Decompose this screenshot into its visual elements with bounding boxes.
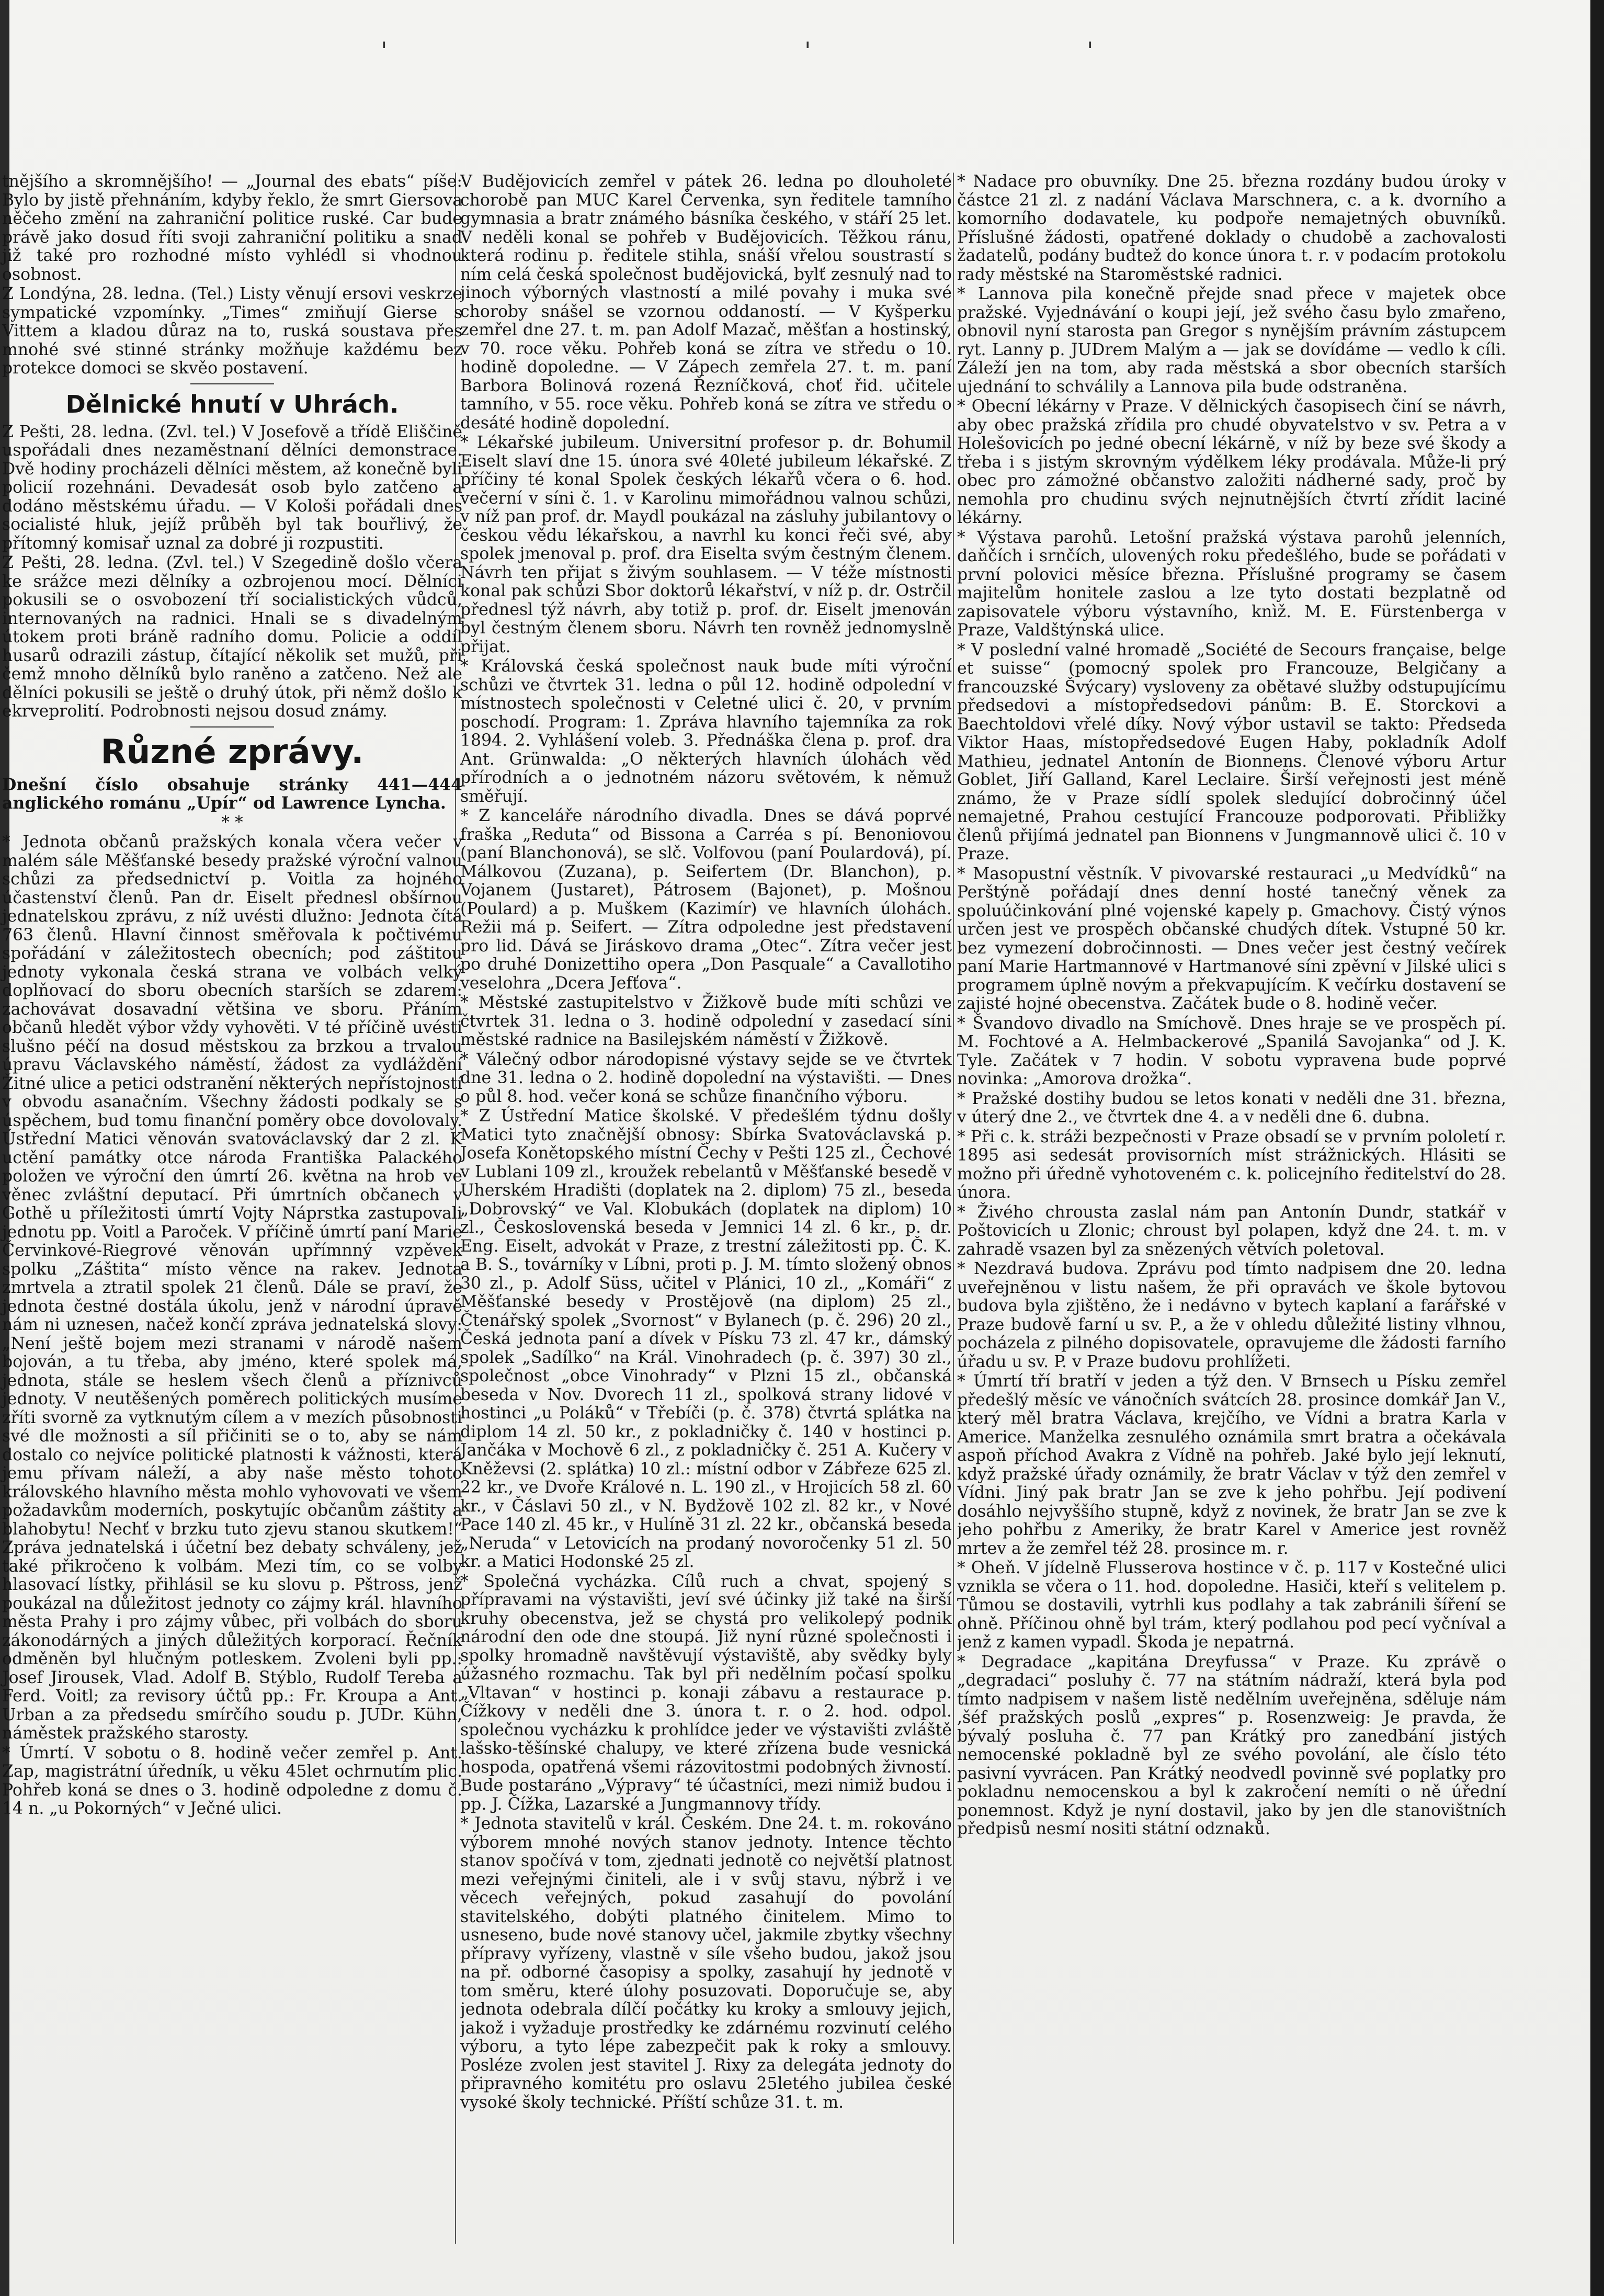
paragraph-vystava-parohu: * Výstava parohů. Letošní pražská výstava parohů jelenních, daňčích i srnčích, ulovených roku předešlého, bude se pořádati v první polovici měsíce března. Příslušné programy se časem majitelům honitele zaslou a lze tyto dostati bezplatně od zapisovatele výboru výstavního, knìž. M. E. Fürstenberga v Praze, Valdštýnská ulice. xyxy=(957,528,1506,640)
paragraph-umrti-bratri: * Úmrtí tří bratří v jeden a týž den. V Brnsech u Písku zemřel předešlý měsíc ve vánočních svátcích 28. prosince domkář Jan V., který měl bratra Václava, krejčího, ve Vídni a bratra Karla v Americe. Manželka zesnulého oznámila smrt bratra a očekávala aspoň příchod Avakra z Vídně na pohřeb. Jaké bylo její leknutí, když pražské úřady oznámily, že bratr Václav v týž den zemřel v Vídni. Jiný pak bratr Jan se zve k jeho pohřbu. Její podivení dosáhlo nejvyššího stupně, když z novinek, že bratr Jan se zve k jeho pohřbu z Ameriky, že bratr Karel v Americe jest rovněž mrtev a že zemřel též 28. prosince m. r. xyxy=(957,1372,1506,1558)
paragraph-obecni-lekarny: * Obecní lékárny v Praze. V dělnických časopisech činí se návrh, aby obec pražská zřídila pro chudé obyvatelstvo v sv. Petra a v Holešovicích po jedné obecní lékárně, v níž by beze své škody a třeba i s jistým skrovným výdělkem léky prodávala. Může-li prý obec pro zámožné občanstvo založiti nádherné sady, proč by nemohla pro chudinu svých nejnutnějších čtvrtí zřídit laciné lékárny. xyxy=(957,397,1506,527)
paragraph-umrti: * Úmrtí. V sobotu o 8. hodině večer zemřel p. Ant. Zap, magistrátní úředník, u věku 45let ochrnutím plic. Pohřeb koná se dnes o 3. hodině odpoledne z domu č. 14 n. „u Pokorných“ v Ječné ulici. xyxy=(2,1743,462,1818)
paragraph-london: Z Londýna, 28. ledna. (Tel.) Listy věnují ersovi veskrze sympatické vzpomínky. „Times“ zmiňují Gierse s Vittem a kladou důraz na to, ruská soustava přes mnohé své stinné stránky možňuje každému bez protekce domoci se skvěo postavení. xyxy=(2,285,462,378)
margin-mark-3: ' xyxy=(1087,37,1094,65)
section-divider xyxy=(190,383,274,384)
margin-mark-1: ' xyxy=(381,37,388,65)
top-margin-marks xyxy=(0,37,1604,84)
paragraph-journal: tnějšího a skromnějšího! — „Journal des ebats“ píše: Bylo by jistě přehnáním, kdyby řeklo, že smrt Giersova něčeho změní na zahraniční politice ruské. Car bude právě jako dosud říti svoji zahraniční politiku a snad již také pro rozhodné místo vyhlédl si vhodnou osobnost. xyxy=(2,173,462,284)
column-1 xyxy=(0,173,462,2244)
paragraph-svandovo: * Švandovo divadlo na Smíchově. Dnes hraje se ve prospěch pí. M. Fochtové a A. Helmbackerové „Spanilá Savojanka“ od J. K. Tyle. Začátek v 7 hodin. V sobotu vypravena bude poprvé novinka: „Amorova drožka“. xyxy=(957,1014,1506,1088)
paragraph-ustredni-matice: * Z Ústřední Matice školské. V předešlém týdnu došly Matici tyto značnější obnosy: Sbírka Svatováclavská p. Josefa Konětopského místní Čechy v Pešti 125 zl., Čechové v Lublani 109 zl., kroužek rebelantů v Měšťanské besedě v Uherském Hradišti (doplatek na 2. diplom) 75 zl., beseda „Dobrovský“ ve Val. Klobukách (doplatek na diplom) 10 zl., Československá beseda v Jemnici 14 zl. 6 kr., p. dr. Eng. Eiselt, advokát v Praze, z trestní záležitosti pp. Č. K. a B. S., továrníky v Líbni, proti p. J. M. tímto složený obnos 30 zl., p. Adolf Süss, učitel v Plánici, 10 zl., „Komáři“ z Měšťanské besedy v Prostějově (na diplom) 25 zl., Čtenářský spolek „Svornost“ v Bylanech (p. č. 296) 20 zl., Česká jednota paní a dívek v Písku 73 zl. 47 kr., dámský spolek „Sadílko“ na Král. Vinohradech (p. č. 397) 30 zl., společnost „obce Vinohrady“ v Plzni 15 zl., občanská beseda v Nov. Dvorech 11 zl., spolková strany lidové v hostinci „u Poláků“ v Třebíči (p. č. 378) čtvrtá splátka na diplom 14 zl. 50 kr., z pokladničky č. 140 v hostinci p. Jančáka v Mochově 6 zl., z pokladničky č. 251 A. Kučery v Kněževsi (2. splátka) 10 zl.: místní odbor v Zábřeze 625 zl. 22 kr., ve Dvoře Králové n. L. 190 zl., v Hrojicích 58 zl. 60 kr., v Čáslavi 50 zl., v N. Bydžově 102 zl. 82 kr., v Nové Pace 140 zl. 45 kr., v Hulíně 31 zl. 22 kr., občanská beseda „Neruda“ v Letovicích na prodaný novoročenky 51 zl. 50 kr. a Matici Hodonské 25 zl. xyxy=(460,1107,952,1571)
section-heading-ruzne-zpravy: Různé zprávy. xyxy=(100,732,364,771)
section-divider xyxy=(190,726,274,728)
paragraph-lekarske-jubileum: * Lékařské jubileum. Universitní profesor p. dr. Bohumil Eiselt slaví dne 15. února své 40leté jubileum lékařské. Z příčiny té konal Spolek českých lékařů včera o 6. hod. večerní v síni č. 1. v Karolinu mimořádnou valnou schůzi, v níž pan prof. dr. Maydl poukázal na zásluhy jubilantovy o českou vědu lékařskou, a navrhl ku konci řeči své, aby spolek jmenoval p. prof. dra Eiselta svým čestným členem. Návrh ten přijat s živým souhlasem. — V téže místnosti konal pak schůzi Sbor doktorů lékařství, v níž p. dr. Ostrčil přednesl týž návrh, aby totiž p. prof. dr. Eiselt jmenován byl čestným členem sboru. Návrh ten rovněž jednomyslně přijat. xyxy=(460,433,952,656)
paragraph-pest-1: Z Pešti, 28. ledna. (Zvl. tel.) V Josefově a třídě Eliščině uspořádali dnes nezaměstnaní dělníci demonstrace. Dvě hodiny procházeli dělníci městem, až konečně byli policií rozehnáni. Devadesát osob bylo zatčeno a dodáno městskému úřadu. — V Kološi pořádali dnes socialisté hluk, jejíž průběh byl tak bouřlivý, že přítomný komisař uznal za dobré ji rozpustiti. xyxy=(2,422,462,553)
paragraph-jednota: * Jednota občanů pražských konala včera večer v malém sále Měšťanské besedy pražské výroční valnou schůzi za předsednictví p. Voitla za hojného účastenství členů. Pan dr. Eiselt přednesl obšírnou jednatelskou zprávu, z níž uvésti dlužno: Jednota čítá 763 členů. Hlavní činnost směřovala k počtivému spořádání v záležitostech obecních; pod záštitou jednoty vykonala česká strana ve volbách velký doplňovací do sboru obecních starších se zdarem: zachovávat dosavadní většina ve sboru. Přáním občanů hledět výbor vždy vyhověti. V té příčině uvésti slušno péčí na dosud městskou za brzkou a trvalou úpravu Václavského náměstí, žádost za vydláždění Žitné ulice a petici odstranění některých nepřístojností v obvodu asanačním. Všechny žádosti podkaly se s úspěchem, bud tomu finanční poměry obce dovolovaly. Ústřední Matici věnován svatováclavský dar 2 zl. K uctění památky otce národa Františka Palackého položen ve výroční den úmrtí 26. května na hrob ve věnec zvláštní deputací. Při úmrtních občanech v Gothě u příležitosti úmrtí Vojty Náprstka zastupovali jednotu pp. Voitl a Paroček. V příčině úmrtí paní Marie Červinkové-Riegrové věnován upřímnný vzpěvek spolku „Záštita“ místo věnce na rakev. Jednota zmrtvela a ztratil spolek 21 členů. Dále se praví, že jednota čestné dostála úkolu, jenž v národní úpravě nám ni uznesen, načež končí zpráva jednatelská slovy: „Není ještě bojem mezi stranami v národě našem bojován, a tu třeba, aby jméno, které spolek má, jednota, stále se heslem všech členů a příznivců jednoty. V neutěšených poměrech politických musíme zříti svorně za vytknutým cílem a v mezích působnosti své dle možnosti a síl přičiniti se o to, aby se nám dostalo co nejvíce politické platnosti k vážnosti, která jemu přívam náleží, a aby naše město tohoto královského hlavního města mohlo vyhovovati ve všem požadavkům moderních, poskytujíc občanům záštity a blahobytu! Nechť v brzku tuto zjevu stanou skutkem!“ Zpráva jednatelská i účetní bez debaty schváleny, jež také přikročeno k volbám. Mezi tím, co se volby hlasovací lístky, přihlásil se ku slovu p. Pštross, jenž poukázal na důležitost jednoty co zájmy král. hlavního města Prahy i pro zájmy vůbec, při volbách do sboru zákonodárných a jiných důležitých korporací. Řečník odměněn byl hlučným potleskem. Zvoleni byli pp.: Josef Jirousek, Vlad. Adolf B. Stýblo, Rudolf Tereba a Ferd. Voitl; za revisory účtů pp.: Fr. Kroupa a Ant. Urban a za předsedu smírčího soudu p. JUDr. Kühn, náměstek pražského starosty. xyxy=(2,833,462,1743)
paragraph-jednota-stavitelu: * Jednota stavitelů v král. Českém. Dne 24. t. m. rokováno výborem mnohé nových stanov jednoty. Intence těchto stanov spočívá v tom, zjednati jednotě co největší platnost mezi veřejnými činiteli, ale i v svůj stavu, nýbrž i ve věcech veřejných, pokud zasahují do povolání stavitelského, dobýti platného činitelem. Mimo to usneseno, bude nové stanovy učel, jakmile zbytky všechny přípravy vyřízeny, vlastně v síle všeho budou, jakož jsou na př. odborné časopisy a spolky, zasahují hy jednotě v tom směru, které úlohy posuzovati. Doporučuje se, aby jednota odebrala dílčí počátky ku kroky a smlouvy jejich, jakož i vyžaduje prostředky ke zdárnému rozvinutí celého výboru, a tyto lépe zabezpečit pak k roky a smlouvy. Posléze zvolen jest stavitel J. Rixy za delegáta jednoty do připravného komitétu pro oslavu 25letého jubilea české vysoké školy technické. Příští schůze 31. t. m. xyxy=(460,1814,952,2112)
margin-mark-2: ' xyxy=(804,37,811,65)
paragraph-asterisks: * * xyxy=(221,813,243,832)
paragraph-chroust: * Živého chrousta zaslal nám pan Antonín Dundr, statkář v Poštovicích u Zlonic; chroust byl polapen, když dne 24. t. m. v zahradě vsazen byl za snězených větvích poletoval. xyxy=(957,1202,1506,1259)
page-right-edge xyxy=(1590,0,1604,2296)
paragraph-mestske-zastupitelstvo: * Městské zastupitelstvo v Žižkově bude míti schůzi ve čtvrtek 31. ledna o 3. hodině odpolední v zasedací síni městské radnice na Basilejském náměstí v Žižkově. xyxy=(460,993,952,1049)
paragraph-prazske-dostihy: * Pražské dostihy budou se letos konati v neděli dne 31. března, v úterý dne 2., ve čtvrtek dne 4. a v neděli dne 6. dubna. xyxy=(957,1089,1506,1127)
paragraph-novel-notice: Dnešní číslo obsahuje stránky 441—444 anglického románu „Upír“ od Lawrence Lyncha. xyxy=(2,775,462,813)
paragraph-ohen: * Oheň. V jídelně Flusserova hostince v č. p. 117 v Kostečné ulici vznikla se včera o 11. hod. dopoledne. Hasiči, kteří s velitelem p. Tůmou se dostavili, vytrhli kus podlahy a tak zabránili šíření se ohně. Příčinou ohně byl trám, který podlahou pod pecí vyčníval a jenž z kamen vypadl. Škoda je nepatrná. xyxy=(957,1559,1506,1652)
paragraph-degradace: * Degradace „kapitána Dreyfussa“ v Praze. Ku zprávě o „degradaci“ posluhy č. 77 na státním nádraží, která byla pod tímto nadpisem v našem listě nedělním uveřejněna, sděluje nám ,šéf pražských poslů „expres“ p. Rosenzweig: Je pravda, že bývalý posluha č. 77 pan Krátký pro zanedbání jistých nemocenské pokladně byl ze svého povolání, ale číslo této pasivní vyvrácen. Pan Krátký neodvedl povinně své poplatky pro pokladnu nemocenskou a byl k zakročení nemíti o ně úřední ponemnost. Když je nyní dostavil, jako by jen dle stanovištních předpisů nesmí nositi státní odznaků. xyxy=(957,1652,1506,1838)
paragraph-pest-2: Z Pešti, 28. ledna. (Zvl. tel.) V Szegedině došlo včera ke srážce mezi dělníky a ozbrojenou mocí. Dělníci pokusili se o osvobození tří socialistických vůdců, internovaných na radnici. Hnali se s divadelným útokem proti bráně radního domu. Policie a oddíl husarů odrazili zástup, čítající několik set mužů, při čemž mnoho dělníků bylo raněno a zatčeno. Než ale dělníci pokusili se ještě o druhý útok, při němž došlo k ekrveprolití. Podrobnosti nejsou dosud známy. xyxy=(2,553,462,721)
paragraph-spolecna-vychazka: * Společná vycházka. Cílů ruch a chvat, spojený s přípravami na výstavišti, jeví své účinky již také na širší kruhy obecenstva, jež se chystá pro velikolepý podnik národní den ode dne stoupá. Již nyní různé společnosti i spolky hromadně navštěvují výstaviště, aby svědky byly úžasného rozmachu. Tak byl při nedělním počasí spolku „Vltavan“ v hostinci p. konaji zábavu a restaurace p. Čížkovy v neděli dne 3. února t. r. o 2. hod. odpol. společnou vycházku k prohlídce jeder ve výstavišti zvláště lašsko-těšínské chalupy, ve které zřízena bude vesnická hospoda, opatřená všemi rázovitostmi podobných živností. Bude postaráno „Výpravy“ té účastníci, mezi nimiž budou i pp. J. Čížka, Lazarské a Jungmannovy třídy. xyxy=(460,1572,952,1814)
paragraph-nezdrava-budova: * Nezdravá budova. Zprávu pod tímto nadpisem dne 20. ledna uveřejněnou v listu našem, že při opravách ve škole bytovou budova byla zjištěno, že i nedávno v bytech kaplaní a farářské v Praze budově farní u sv. P., a že v ohledu důležité listiny vlhnou, pocházela z pilného dopisovatele, opravujeme dle žádosti farního úřadu u sv. P. v Praze budovu prohlížeti. xyxy=(957,1259,1506,1371)
paragraph-straz: * Při c. k. stráži bezpečnosti v Praze obsadí se v prvním pololetí r. 1895 asi sedesát provisorních míst strážnických. Hlásiti se možno při úředně vyhotoveném c. k. policejního ředitelství do 28. února. xyxy=(957,1127,1506,1202)
paragraph-budejovice: V Budějovicích zemřel v pátek 26. ledna po dlouholeté chorobě pan MUC Karel Červenka, syn ředitele tamního gymnasia a bratr známého básníka českého, v stáří 25 let. V neděli konal se pohřeb v Budějovicích. Těžkou ránu, která rodinu p. ředitele stihla, snáší vřelou soustrastí s ním celá česká společnost budějovická, bylť zesnulý nad to jinoch výborných vlastností a milé povahy i muka své choroby snášel se vzornou oddaností. — V Kyšperku zemřel dne 27. t. m. pan Adolf Mazač, měšťan a hostinský, v 70. roce věku. Pohřeb koná se zítra ve středu o 10. hodině dopoledne. — V Zápech zemřela 27. t. m. paní Barbora Bolinová rozená Řezníčková, choť řid. učitele tamního, v 55. roce věku. Pohřeb koná se zítra ve středu o desáté hodině dopolední. xyxy=(460,173,952,433)
paragraph-nadace: * Nadace pro obuvníky. Dne 25. března rozdány budou úroky v částce 21 zl. z nadání Václava Marschnera, c. a k. dvorního a komorního dodavatele, ku podpoře nemajetných obuvníků. Příslušné žádosti, opatřené doklady o chudobě a zachovalosti žadatelů, podány budtež do konce února t. r. v podacím protokolu rady městské na Staroměstské radnici. xyxy=(957,173,1506,284)
paragraph-narodni-divadlo: * Z kanceláře národního divadla. Dnes se dává poprvé fraška „Reduta“ od Bissona a Carréa s pí. Benoniovou (paní Blanchonová), se slč. Volfovou (paní Poulardová), pí. Málkovou (Zuzana), p. Seifertem (Dr. Blanchon), p. Vojanem (Justaret), Pátrosem (Bajonet), p. Mošnou (Poulard) a p. Muškem (Kazimír) ve hlavních úlohách. Režii má p. Seifert. — Zítra odpoledne jest představení pro lid. Dává se Jiráskovo drama „Otec“. Zítra večer jest po druhé Donizettiho opera „Don Pasquale“ a Cavallotiho veselohra „Dcera Jefťova“. xyxy=(460,806,952,993)
paragraph-masopustni: * Masopustní věstník. V pivovarské restauraci „u Medvídků“ na Perštýně pořádají dnes denní hosté tanečný věnek za spoluúčinkování plné vojenské kapely p. Gmachovy. Čistý výnos určen jest ve prospěch občanské chudých dítek. Vstupné 50 kr. bez vymezení dobročinnosti. — Dnes večer jest čestný večírek paní Marie Hartmannové v Hartmanové síni zpěvní v Jilské ulici s programem úplně novým a překvapujícím. K večírku dostavení se zajisté hojné obecenstva. Začátek bude o 8. hodině večer. xyxy=(957,864,1506,1013)
paragraph-kralovska-spolecnost: * Královská česká společnost nauk bude míti výroční schůzi ve čtvrtek 31. ledna o půl 12. hodině odpolední v místnostech společnosti v Celetné ulici č. 20, v prvním poschodí. Program: 1. Zpráva hlavního tajemníka za rok 1894. 2. Vyhlášení voleb. 3. Přednáška člena p. prof. dra Ant. Grünwalda: „O některých hlavních úlohách věd přírodních a o jednotném názoru světovém, k němuž směřují. xyxy=(460,657,952,806)
section-heading-delnicke-hnuti: Dělnické hnutí v Uhrách. xyxy=(65,390,399,418)
paragraph-valecny-odbor: * Válečný odbor národopisné výstavy sejde se ve čtvrtek dne 31. ledna o 2. hodině dopolední na výstavišti. — Dnes o půl 8. hod. večer koná se schůze finančního výboru. xyxy=(460,1050,952,1106)
paragraph-lannova-pila: * Lannova pila konečně přejde snad přece v majetek obce pražské. Vyjednávání o koupi její, jež svého času bylo zmařeno, obnovil nyní starosta pan Gregor s nynějším právním zástupcem ryt. Lanny p. JUDrem Malým a — jak se dovídáme — vedlo k cíli. Záleží jen na tom, aby rada městská a sbor obecních starších ujednání to schválily a Lannova pila bude odstraněna. xyxy=(957,285,1506,396)
paragraph-societe: * V poslední valné hromadě „Société de Secours française, belge et suisse“ (pomocný spolek pro Francouze, Belgičany a francouzské Švýcary) vysloveny za obětavé služby odstupujícímu předsedovi a místopředsedovi pánům: B. E. Storckovi a Baechtoldovi vřelé díky. Nový výbor ustavil se takto: Předseda Viktor Haas, místopředsedové Eugen Haby, pokladník Adolf Mathieu, jednatel Antonín de Bionnens. Členové výboru Artur Goblet, Jiří Galland, Karel Leclaire. Širší veřejnosti jest méně známo, že v Praze sídlí spolek sledující dobročinný účel nemajetné, Prahou cestující Francouze podporovati. Přibližky členů přijímá jednatel pan Bionnens v Jungmannově ulici č. 10 v Praze. xyxy=(957,640,1506,863)
column-3 xyxy=(957,173,1506,2244)
column-rule-2 xyxy=(953,173,954,2244)
column-2 xyxy=(460,173,952,2244)
